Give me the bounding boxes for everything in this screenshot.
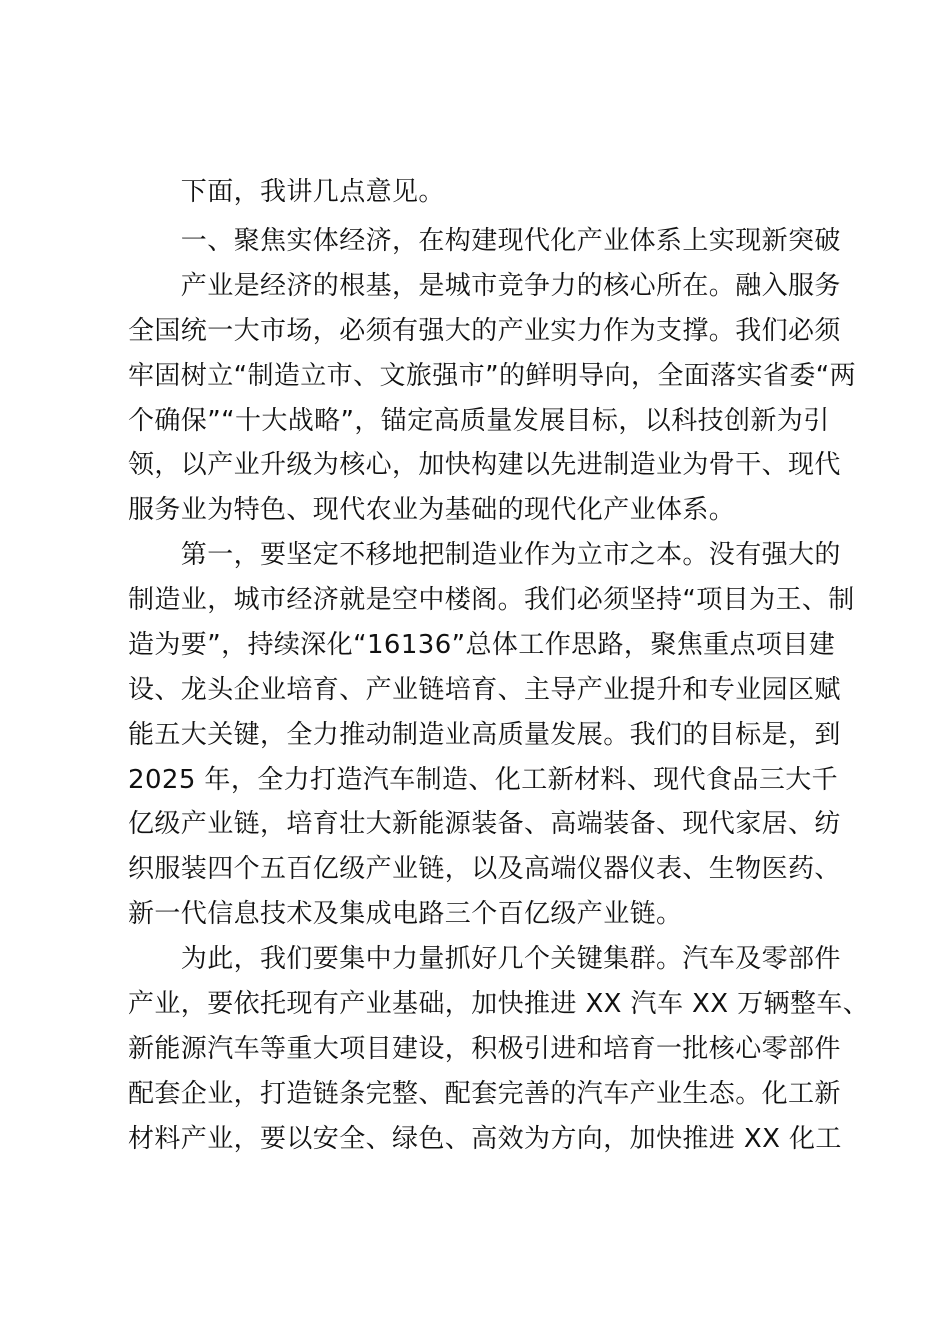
text-line: 材料产业，要以安全、绿色、高效为方向，加快推进 XX 化工: [128, 1124, 842, 1154]
text-line: 织服装四个五百亿级产业链，以及高端仪器仪表、生物医药、: [128, 854, 841, 884]
text-line: 制造业，城市经济就是空中楼阁。我们必须坚持“项目为王、制: [128, 585, 855, 615]
text-line: 能五大关键，全力推动制造业高质量发展。我们的目标是，到: [128, 720, 841, 750]
text-line: 配套企业，打造链条完整、配套完善的汽车产业生态。化工新: [128, 1079, 841, 1109]
text-line: 下面，我讲几点意见。: [128, 177, 445, 207]
text-line: 为此，我们要集中力量抓好几个关键集群。汽车及零部件: [128, 944, 841, 974]
text-line: 领，以产业升级为核心，加快构建以先进制造业为骨干、现代: [128, 450, 841, 480]
text-line: 新一代信息技术及集成电路三个百亿级产业链。: [128, 899, 683, 929]
text-line: 亿级产业链，培育壮大新能源装备、高端装备、现代家居、纺: [128, 809, 841, 839]
section-heading: 一、聚焦实体经济，在构建现代化产业体系上实现新突破: [128, 226, 841, 256]
text-line: 新能源汽车等重大项目建设，积极引进和培育一批核心零部件: [128, 1034, 841, 1064]
text-line: 产业是经济的根基，是城市竞争力的核心所在。融入服务: [128, 271, 841, 301]
text-line: 个确保”“十大战略”，锚定高质量发展目标，以科技创新为引: [128, 406, 830, 436]
text-line: 造为要”，持续深化“16136”总体工作思路，聚焦重点项目建: [128, 630, 836, 660]
text-line: 第一，要坚定不移地把制造业作为立市之本。没有强大的: [128, 540, 841, 570]
text-line: 2025 年，全力打造汽车制造、化工新材料、现代食品三大千: [128, 765, 839, 795]
text-line: 设、龙头企业培育、产业链培育、主导产业提升和专业园区赋: [128, 675, 841, 705]
text-line: 牢固树立“制造立市、文旅强市”的鲜明导向，全面落实省委“两: [128, 361, 857, 391]
text-line: 服务业为特色、现代农业为基础的现代化产业体系。: [128, 495, 736, 525]
text-line: 产业，要依托现有产业基础，加快推进 XX 汽车 XX 万辆整车、: [128, 989, 870, 1019]
text-line: 全国统一大市场，必须有强大的产业实力作为支撑。我们必须: [128, 316, 841, 346]
